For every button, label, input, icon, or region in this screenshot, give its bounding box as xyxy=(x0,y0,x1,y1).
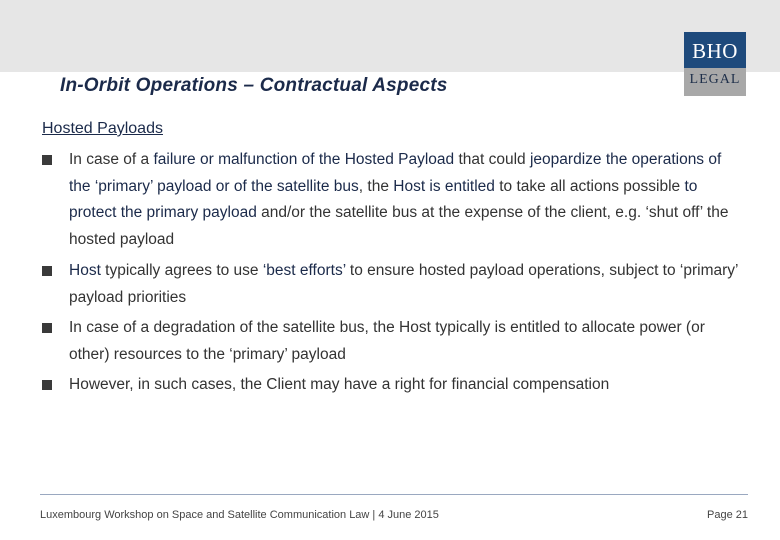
bullet-text xyxy=(69,372,742,399)
text-segment: , the xyxy=(358,177,394,195)
square-bullet-icon xyxy=(42,266,52,276)
text-segment: In case of a xyxy=(69,151,154,168)
bullet-text xyxy=(69,315,742,368)
emphasis-host-entitled: Host is entitled xyxy=(393,177,495,195)
emphasis-host: Host xyxy=(69,262,101,279)
text-segment: typically agrees to use xyxy=(100,262,263,279)
footer-event-text: Luxembourg Workshop on Space and Satellite Communication Law | 4 June 2015 xyxy=(40,509,439,521)
bullet-item-4 xyxy=(42,372,742,399)
emphasis-failure-malfunction: failure or malfunction of the Hosted Payload xyxy=(153,151,455,168)
page-number: Page 21 xyxy=(707,509,748,521)
text-segment: In case of a degradation of the satellite bus, the Host typically is entitled to allocate power (or other) resources to the ‘primary’ payload xyxy=(69,319,705,363)
square-bullet-icon xyxy=(42,323,52,333)
text-segment: that could xyxy=(454,151,530,168)
logo-legal-text: LEGAL xyxy=(684,68,746,96)
bullet-item-2 xyxy=(42,258,742,311)
emphasis-primary-payload-satellite-bus: the operations of the ‘primary’ payload or of the satellite bus xyxy=(69,151,722,195)
bullet-item-3 xyxy=(42,315,742,368)
section-heading-hosted-payloads: Hosted Payloads xyxy=(42,120,163,137)
header-band xyxy=(0,0,780,72)
text-segment: and/or the satellite bus at the expense of the client, e.g. ‘shut off’ the hosted payload xyxy=(69,204,729,248)
emphasis-jeopardize: jeopardize xyxy=(529,151,602,168)
bho-legal-logo xyxy=(684,32,746,96)
emphasis-best-efforts: ‘best efforts’ xyxy=(262,262,346,279)
bullet-text xyxy=(69,258,742,311)
text-segment: to ensure hosted payload operations, subject to ‘primary’ payload priorities xyxy=(69,262,738,306)
text-segment: However, in such cases, the Client may have a right for financial compensation xyxy=(69,376,610,393)
square-bullet-icon xyxy=(42,380,52,390)
square-bullet-icon xyxy=(42,155,52,165)
bullet-text xyxy=(69,147,742,253)
footer-divider xyxy=(40,494,748,495)
text-segment: to take all actions possible xyxy=(494,177,685,195)
bullet-item-1 xyxy=(42,147,742,253)
slide-title: In-Orbit Operations – Contractual Aspects xyxy=(60,75,448,96)
emphasis-protect-primary-payload: to protect the primary payload xyxy=(69,177,698,221)
logo-bho-text: BHO xyxy=(684,32,746,68)
